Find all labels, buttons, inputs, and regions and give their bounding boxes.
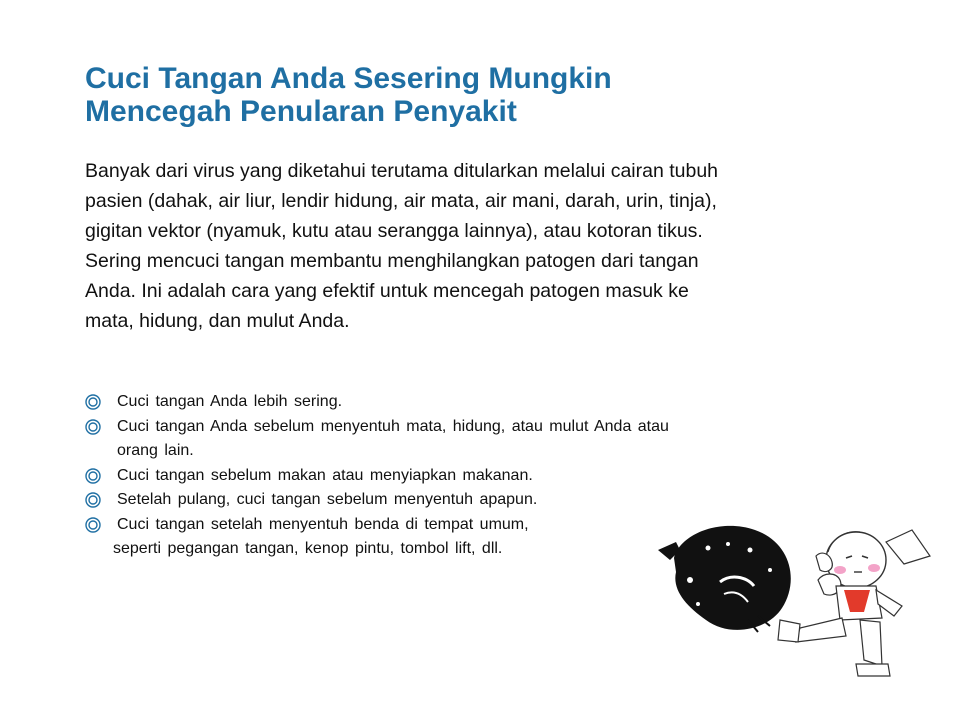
double-circle-icon [85,468,101,484]
tip-text: Cuci tangan sebelum makan atau menyiapkan makanan. [117,466,533,484]
tip-text: Cuci tangan Anda sebelum menyentuh mata, hidung, atau mulut Anda atau [117,417,669,435]
title-line-1: Cuci Tangan Anda Sesering Mungkin [85,62,612,95]
tip-item [85,390,845,415]
intro-line: gigitan vektor (nyamuk, kutu atau serangga lainnya), atau kotoran tikus. [85,220,703,242]
double-circle-icon [85,394,101,410]
page-title [85,62,612,128]
germ-icon [658,526,791,632]
intro-line: mata, hidung, dan mulut Anda. [85,310,350,332]
intro-line: Anda. Ini adalah cara yang efektif untuk mencegah patogen masuk ke [85,280,689,302]
tip-item [85,464,845,489]
intro-paragraph [85,156,885,336]
germ-kick-illustration [650,520,950,700]
intro-line: Banyak dari virus yang diketahui terutama ditularkan melalui cairan tubuh [85,160,719,182]
intro-line: pasien (dahak, air liur, lendir hidung, air mata, air mani, darah, urin, tinja), [85,190,717,212]
double-circle-icon [85,419,101,435]
tip-continuation: seperti pegangan tangan, kenop pintu, tombol lift, dll. [113,540,503,557]
tip-text: Cuci tangan setelah menyentuh benda di tempat umum, [117,515,529,533]
tip-continuation: orang lain. [117,442,194,459]
double-circle-icon [85,492,101,508]
tip-item [85,488,845,513]
title-line-2: Mencegah Penularan Penyakit [85,95,517,128]
tip-text: Setelah pulang, cuci tangan sebelum menyentuh apapun. [117,491,538,508]
tip-text: Cuci tangan Anda lebih sering. [117,393,343,410]
child-icon [778,530,930,676]
intro-line: Sering mencuci tangan membantu menghilangkan patogen dari tangan [85,250,699,272]
double-circle-icon [85,517,101,533]
tip-item [85,415,845,464]
